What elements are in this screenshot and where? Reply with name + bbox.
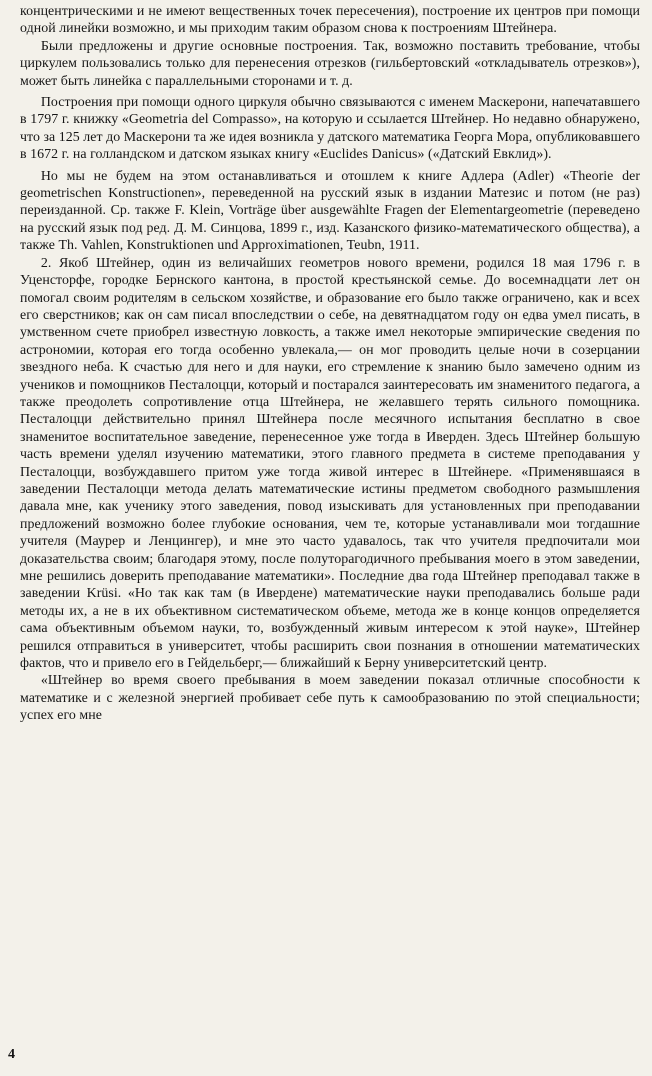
page-number: 4	[8, 1047, 15, 1062]
paragraph-alternative-constructions: Были предложены и другие основные построения. Так, возможно поставить требование, чтобы циркулем пользовались только для перенесения отрезков (гильбертовский «откладыватель отрезков»), может быть линейка с параллельными сторонами и т. д.	[20, 38, 640, 89]
paragraph-pestalozzi-quote: «Штейнер во время своего пребывания в моем заведении показал отличные способности к математике и с железной энергией пробивает себе путь к самообразованию по этой специальности; успех его мне	[20, 673, 640, 724]
body-text	[20, 3, 640, 725]
paragraph-references: Но мы не будем на этом останавливаться и отошлем к книге Адлера (Adler) «Theorie der geometrischen Konstructionen», переведенной на русский язык в издании Матезис и потом (не раз) переизданной. Ср. также F. Klein, Vorträge über ausgewählte Fragen der Elementargeometrie (переведено на русский язык под ред. Д. М. Синцова, 1899 г., изд. Казанского физико-математического общества), а также Th. Vahlen, Konstruktionen und Approximationen, Teubn, 1911.	[20, 168, 640, 254]
paragraph-steiner-biography: 2. Якоб Штейнер, один из величайших геометров нового времени, родился 18 мая 1796 г. в Уценсторфе, городке Бернского кантона, в простой крестьянской семье. До восемнадцати лет он помогал своим родителям в сельском хозяйстве, и образование его было также ограничено, как и всех его сверстников; как он сам писал впоследствии о себе, на девятнадцатом году он едва умел писать, в умственном счете приобрел известную ловкость, а также имел некоторые эмпирические сведения по астрономии, которая его тогда особенно увлекала,— он мог проводить целые ночи в созерцании звездного неба. К счастью для него и для науки, его стремление к знанию было замечено одним из учеников и помощников Песталоцци, который и постарался заинтересовать им знаменитого педагога, а также преодолеть сопротивление отца Штейнера, не желавшего терять сильного помощника. Песталоцци действительно принял Штейнера после месячного испытания бесплатно в свое знаменитое воспитательное заведение, перенесенное уже тогда в Иверден. Здесь Штейнер большую часть времени уделял изучению математики, этого главного предмета в системе преподавания у Песталоцци, возбуждавшего притом уже тогда живой интерес в Штейнере. «Применявшаяся в заведении Песталоцци метода делать математические истины предметом свободного размышления давала мне, как ученику этого заведения, повод изыскивать для установленных при преподавании предложений возможно более глубокие основания, чем те, которые устанавливали мои тогдашние учителя (Маурер и Ленцингер), и мне это часто удавалось, так что учителя предпочитали мои доказательства своим; благодаря этому, после полуторагодичного пребывания моего в этом заведении, мне решились доверить преподавание математики». Последние два года Штейнер преподавал также в заведении Krüsi. «Но так как там (в Ивердене) математические науки преподавались больше ради методы их, а не в их объективном систематическом объеме, метода же в конце концов определяется сама объективным объемом науки, то, возбужденный живым интересом к этой науке», Штейнер решился отправиться в университет, чтобы расширить свои познания в отношении математических фактов, что и привело его в Гейдельберг,— ближайший к Берну университетский центр.	[20, 255, 640, 672]
paragraph-mascheroni: Построения при помощи одного циркуля обычно связываются с именем Маскерони, напечатавшего в 1797 г. книжку «Geometria del Compasso», на которую и ссылается Штейнер. Но недавно обнаружено, что за 125 лет до Маскерони та же идея возникла у датского математика Георга Мора, опубликовавшего в 1672 г. на голландском и датском языках книгу «Euclides Danicus» («Датский Евклид»).	[20, 95, 640, 163]
paragraph-continuation: концентрическими и не имеют вещественных точек пересечения), построение их центров при помощи одной линейки возможно, и мы приходим таким образом снова к построениям Штейнера.	[20, 4, 640, 37]
